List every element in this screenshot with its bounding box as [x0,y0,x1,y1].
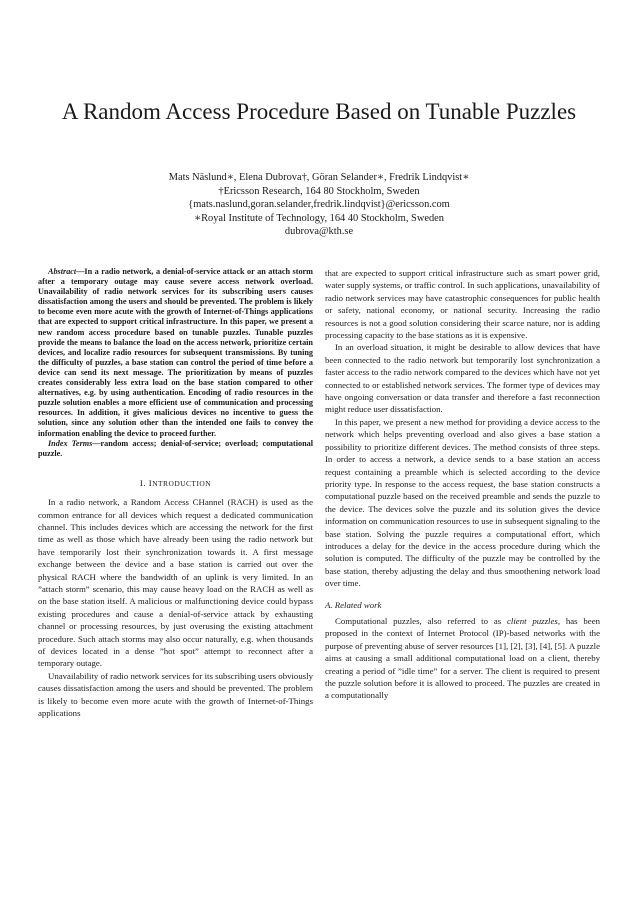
section-title-rest: NTRODUCTION [152,478,212,488]
intro-paragraph-1: In a radio network, a Random Access CHannel (RACH) is used as the common entrance for all devices which request a dedicated communication channel. This includes devices which are accessing the network for the first time as well as those which have already been using the radio network but have temporarily lost their synchronization towards it. A first message exchange between the device and a base station is carried out over the physical RACH where the bandwidth of an uplink is very limited. In an ”attach storm” scenario, this may cause heavy load on the RACH as well as on the base station itself. A malicious or malfunctioning device could bypass existing procedures and cause a denial-of-service attack by exhausting channel or processing resources, by just overusing the existing attachment procedure. Such attach storms may also occur naturally, e.g. when thousands of devices located in a dense ”hot spot” attempt to reconnect after a temporary outage. [38,497,313,669]
index-terms-label: Index Terms [48,438,93,448]
paper-title: A Random Access Procedure Based on Tunable Puzzles [61,99,577,124]
section-number: I. [139,477,147,488]
related-work-text-a: Computational puzzles, also referred to as [335,615,508,626]
index-terms-text: —random access; denial-of-service; overload; computational puzzle. [38,438,313,458]
related-work-emphasis: client puzzles [507,615,558,626]
author-list: Mats Näslund∗, Elena Dubrova†, Göran Selander∗, Fredrik Lindqvist∗ [168,172,470,183]
email-ericsson: {mats.naslund,goran.selander,fredrik.lindqvist}@ericsson.com [188,199,450,211]
abstract [38,267,313,459]
affiliation-kth: ∗Royal Institute of Technology, 164 40 Stockholm, Sweden [194,212,444,224]
section-title-initial: I [148,477,153,488]
subsection-heading-related-work: A. Related work [325,599,382,610]
intro-paragraph-5: In this paper, we present a new method for providing a device access to the network which helps preventing overload and also gives a base station a possibility to prioritize different devices. The method consists of three steps. In order to access a network, a device sends to a base station an access request containing a preamble which is selected according to the device priority type. In response to the access request, the base station constructs a computational puzzle based on the received preamble and sends the puzzle to the device. The devices solve the puzzle and its solution gives the device information on communication resources to use in subsequent signaling to the base station. Solving the puzzle requires a computational effort, which introduces a delay for the device in the access procedure during which the solution is computed. The difficulty of the puzzle may be controlled by the base station, thereby adjusting the delay and thus smoothening network load over time. [325,416,600,589]
left-column [38,267,313,720]
related-work-paragraph-1 [325,615,600,702]
related-work-text-b: , has been proposed in the context of Internet Protocol (IP)-based networks with the purpose of preventing abuse of server resources [1], [2], [3], [4], [5]. A puzzle aims at causing a small additional computational load on a client, thereby creating a period of ”idle time” for a server. The client is required to present the puzzle solution before it is allowed to proceed. The puzzles are created in a computationally [325,615,601,701]
intro-paragraph-4: In an overload situation, it might be desirable to allow devices that have been connected to the radio network but temporarily lost synchronization a faster access to the radio network compared to the devices which have not yet connected to or established network services. The former type of devices may have ongoing conversation or data transfer and therefore a fast reconnection might reduce user dissatisfaction. [325,342,600,415]
abstract-text: —In a radio network, a denial-of-service attack or an attach storm after a temporary outage may cause severe access network overload. Unavailability of radio network services for its subscribing users causes dissatisfaction among the users and should be prevented. The problem is likely to become even more acute with the growth of Internet-of-Things applications that are expected to support critical infrastructure. In this paper, we present a new random access procedure based on tunable puzzles. Tunable puzzles provide the means to balance the load on the access network, prioritize certain devices, and localize radio resources for subsequent transmissions. By tuning the difficulty of puzzles, a base station can control the period of time before a device can send its next message. The prioritization by means of puzzles creates considerably less extra load on the base station compared to other alternatives, e.g. by using authentication. Encoding of radio resources in the puzzle solution enables a more efficient use of communication and processing resources. In addition, it gives malicious devices no incentive to guess the solution, since any solution other than the intended one fails to convey the information enabling the device to proceed further. [38,267,313,438]
section-heading-introduction [38,477,313,490]
intro-paragraph-3: that are expected to support critical infrastructure such as smart power grid, water supply systems, or traffic control. In such applications, unavailability of radio network services may have catastrophic consequences for public health or safety, national economy, or national security. Increasing the radio resources is not a good solution considering their scarce nature, nor is adding processing capacity to the base stations as it is expensive. [325,268,600,341]
right-column [325,267,600,702]
abstract-label: Abstract [48,267,77,276]
author-block [0,171,638,239]
affiliation-ericsson: †Ericsson Research, 164 80 Stockholm, Sweden [218,185,420,197]
intro-paragraph-2: Unavailability of radio network services for its subscribing users obviously causes dissatisfaction among the users and should be prevented. The problem is likely to become even more acute with the growth of Internet-of-Things applications [38,670,313,719]
email-kth: dubrova@kth.se [284,226,354,238]
